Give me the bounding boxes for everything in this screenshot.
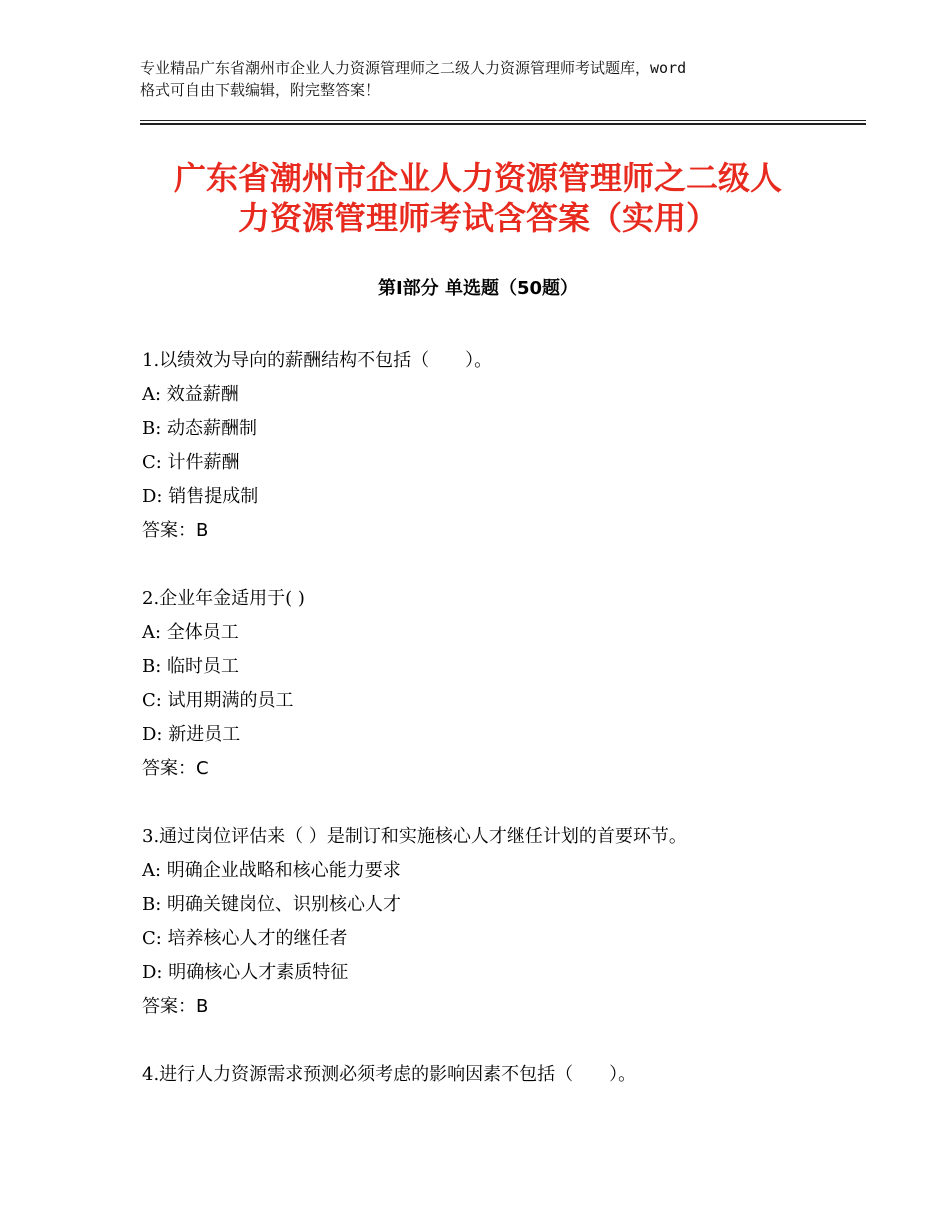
header-note bbox=[140, 57, 840, 101]
option-d: D: 销售提成制 bbox=[142, 486, 259, 507]
option-b: B: 临时员工 bbox=[142, 656, 240, 677]
header-divider bbox=[140, 120, 866, 121]
question-4 bbox=[142, 1058, 842, 1092]
answer: 答案：B bbox=[142, 996, 209, 1017]
option-b: B: 动态薪酬制 bbox=[142, 418, 258, 439]
question-stem: 1.以绩效为导向的薪酬结构不包括（ ）。 bbox=[142, 350, 493, 371]
option-d: D: 明确核心人才素质特征 bbox=[142, 962, 349, 983]
option-a: A: 效益薪酬 bbox=[142, 384, 239, 405]
header-divider-thick bbox=[140, 123, 866, 125]
document-title-line: 力资源管理师考试含答案（实用） bbox=[237, 199, 718, 237]
option-b: B: 明确关键岗位、识别核心人才 bbox=[142, 894, 402, 915]
section-title: 第Ⅰ部分 单选题（50题） bbox=[377, 278, 578, 299]
option-c: C: 培养核心人才的继任者 bbox=[142, 928, 348, 949]
document-title-line: 广东省潮州市企业人力资源管理师之二级人 bbox=[173, 159, 782, 197]
option-c: C: 试用期满的员工 bbox=[142, 690, 294, 711]
question-stem: 3.通过岗位评估来（ ）是制订和实施核心人才继任计划的首要环节。 bbox=[142, 826, 687, 847]
question-3 bbox=[142, 820, 842, 1024]
option-a: A: 全体员工 bbox=[142, 622, 239, 643]
answer: 答案：C bbox=[142, 758, 209, 779]
question-2 bbox=[142, 582, 842, 786]
option-c: C: 计件薪酬 bbox=[142, 452, 240, 473]
question-stem: 2.企业年金适用于( ) bbox=[142, 588, 305, 609]
option-a: A: 明确企业战略和核心能力要求 bbox=[142, 860, 401, 881]
question-list bbox=[142, 344, 842, 1126]
header-note-line: 专业精品广东省潮州市企业人力资源管理师之二级人力资源管理师考试题库，word bbox=[140, 59, 687, 77]
header-note-line: 格式可自由下载编辑，附完整答案！ bbox=[140, 81, 381, 99]
document-title bbox=[140, 158, 816, 238]
answer: 答案：B bbox=[142, 520, 209, 541]
option-d: D: 新进员工 bbox=[142, 724, 241, 745]
question-stem: 4.进行人力资源需求预测必须考虑的影响因素不包括（ ）。 bbox=[142, 1064, 637, 1085]
question-1 bbox=[142, 344, 842, 548]
